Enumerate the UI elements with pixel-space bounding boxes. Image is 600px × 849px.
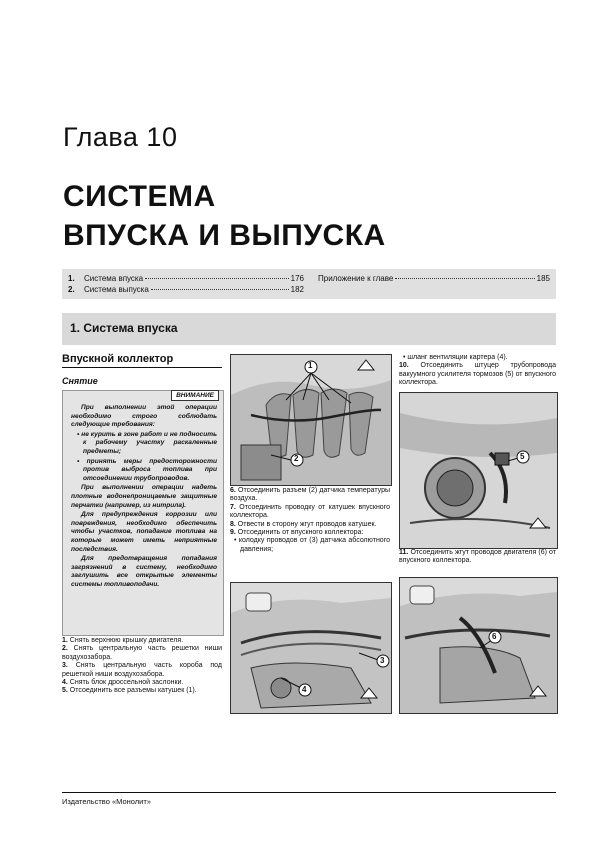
callout-1: 1 [308, 361, 313, 370]
toc-entry[interactable] [68, 285, 304, 294]
step-item: 1. Снять верхнюю крышку двигателя. [62, 637, 184, 644]
steps-right-bottom [399, 549, 556, 566]
subsection-title: Впускной коллектор [62, 353, 222, 368]
warning-tab: ВНИМАНИЕ [171, 390, 219, 401]
warning-paragraph: Для предотвращения попадания загрязнений в систему, необходимо заглушить все открытые элементы системы топливоподачи. [71, 555, 217, 588]
warning-text [71, 404, 217, 590]
engine-photo-2 [399, 392, 558, 549]
engine-photo-1-illustration [231, 355, 391, 485]
callout-2: 2 [294, 454, 299, 463]
callout-4: 4 [302, 685, 307, 694]
step-item: 3. Снять центральную часть короба под решеткой ниши воздухозабора. [62, 662, 222, 678]
engine-photo-3 [230, 582, 392, 714]
section-header [62, 313, 556, 345]
toc-label: Приложение к главе [318, 274, 394, 283]
step-item: 5. Отсоединить все разъемы катушек (1). [62, 687, 197, 695]
footer-divider [62, 792, 556, 793]
page-title-line-2: ВПУСКА И ВЫПУСКА [63, 219, 386, 252]
toc-leader [151, 289, 289, 290]
engine-photo-2-illustration [400, 393, 557, 548]
callout-3: 3 [380, 656, 385, 665]
warning-paragraph: При выполнении операции надеть плотные водонепроницаемые защитные перчатки (например, из нитрила). [71, 484, 217, 509]
step-item: 6. Отсоединить разъем (2) датчика температуры воздуха. [230, 487, 391, 503]
toc-leader [395, 278, 534, 279]
toc-page: 182 [290, 285, 304, 294]
chapter-label: Глава 10 [63, 122, 178, 152]
section-title: 1. Система впуска [70, 321, 178, 335]
callout-6: 6 [492, 632, 497, 641]
steps-middle [230, 487, 390, 554]
step-item: 2. Снять центральную часть решетки ниши воздухозабора. [62, 645, 222, 661]
step-item: 8. Отвести в сторону жгут проводов катушек. [230, 520, 377, 528]
toc-page: 176 [290, 274, 304, 283]
publisher-label: Издательство «Монолит» [62, 797, 151, 806]
toc-number: 1. [68, 274, 75, 283]
toc-label: Система впуска [84, 274, 144, 283]
warning-bullet: • не курить в зоне работ и не подносить к рабочему участку раскаленные предметы; [77, 430, 217, 455]
step-item: 9. Отсоединить от впускного коллектора: [230, 529, 364, 537]
callout-5: 5 [520, 452, 525, 461]
engine-photo-1 [230, 354, 392, 486]
removal-heading: Снятие [62, 376, 98, 386]
step-item: • колодку проводов от (3) датчика абсолютного давления; [234, 537, 390, 553]
engine-photo-4 [399, 577, 558, 714]
toc-label: Система выпуска [84, 285, 149, 294]
table-of-contents [62, 269, 556, 299]
toc-page: 185 [536, 274, 550, 283]
engine-photo-3-illustration [231, 583, 391, 713]
step-item: 11. Отсоединить жгут проводов двигателя (6) от впускного коллектора. [399, 549, 556, 565]
warning-paragraph: Для предупреждения коррозии или повреждения, необходимо обеспечить чтобы участков, попадание топлива на которые может иметь неприятные последствия. [71, 511, 217, 553]
step-item: 4. Снять блок дроссельной заслонки. [62, 679, 184, 687]
step-item: • шланг вентиляции картера (4). [403, 354, 508, 361]
steps-left [62, 637, 222, 696]
toc-entry[interactable] [68, 274, 304, 283]
toc-leader [145, 278, 289, 279]
engine-photo-4-illustration [400, 578, 557, 713]
warning-paragraph: При выполнении этой операции необходимо строго соблюдать следующие требования: [71, 404, 217, 429]
step-item: 10. Отсоединить штуцер трубопровода вакуумного усилителя тормозов (5) от впускного коллектора. [399, 362, 557, 387]
toc-number: 2. [68, 285, 75, 294]
step-item: 7. Отсоединить проводку от катушек впускного коллектора. [230, 503, 390, 520]
warning-bullet: • принять меры предосторожности против выброса топлива при отсоединении трубопроводов. [77, 457, 217, 482]
warning-box [62, 390, 224, 636]
toc-entry[interactable] [318, 274, 550, 283]
page-title-line-1: СИСТЕМА [63, 180, 216, 213]
steps-right-top [399, 354, 556, 388]
